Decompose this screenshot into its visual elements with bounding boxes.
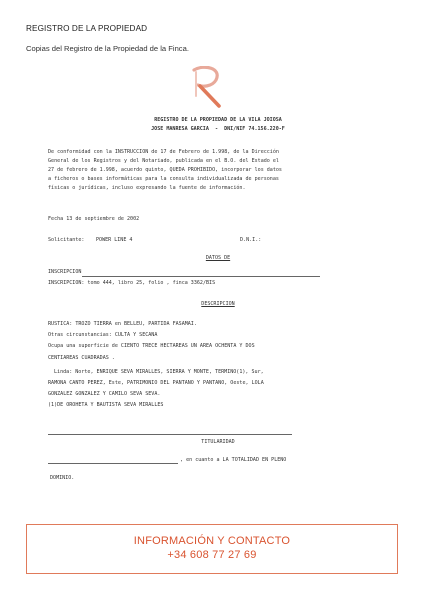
linda-line: RAMONA CANTO PEREZ, Este, PATRIMONIO DEL PANTANO Y PANTANO, Oeste, LOLA — [48, 380, 264, 386]
linda-line: GONZALEZ GONZALEZ Y CAMILO SEVA SEVA. — [48, 391, 161, 397]
contact-title[interactable]: INFORMACIÓN Y CONTACTO — [133, 535, 291, 548]
registry-name: REGISTRO DE LA PROPIEDAD DE LA VILA JOIOSA — [154, 117, 282, 123]
contact-box[interactable] — [26, 524, 398, 574]
divider — [82, 276, 320, 277]
linda-line: Linda: Norte, ENRIQUE SEVA MIRALLES, SIERRA Y MONTE, TERMINO(1), Sur, — [54, 369, 264, 375]
paragraph-line: físicas o jurídicas, incluso expresando la fuente de información. — [48, 185, 246, 191]
applicant-label: Solicitante: — [48, 237, 85, 243]
registry-logo-icon — [190, 66, 224, 110]
paragraph-line: 27 de febrero de 1.998, acuerdo quinto, QUEDA PROHIBIDO, incorporar los datos — [48, 167, 282, 173]
ocupa-line: Ocupa una superficie de CIENTO TRECE HECTAREAS UN AREA OCHENTA Y DOS — [48, 343, 255, 349]
titularidad-text: , en cuanto a LA TOTALIDAD EN PLENO — [180, 457, 287, 463]
dominio-text: DOMINIO. — [50, 475, 75, 481]
paragraph-line: De conformidad con la INSTRUCCION de 17 de Febrero de 1.998, de la Dirección — [48, 149, 279, 155]
rustica-line: RUSTICA: TROZO TIERRA en BELLEU, PARTIDA FASAMAI. — [48, 321, 197, 327]
contact-phone[interactable]: +34 608 77 27 69 — [167, 549, 257, 561]
paragraph-line: General de los Registros y del Notariado, publicada en el B.O. del Estado el — [48, 158, 279, 164]
section-titularidad: TITULARIDAD — [201, 439, 235, 445]
inscripcion-label: INSCRIPCION — [48, 269, 82, 275]
paragraph-line: a ficheros o bases informáticas para la consulta individualizada de personas — [48, 176, 279, 182]
linda-line: (1)DE OROHETA Y BAUTISTA SEVA MIRALLES — [48, 402, 164, 408]
inscripcion-detail: INSCRIPCION: tomo 444, libro 25, folio , finca 3362/BIS — [48, 280, 216, 286]
otras-line: Otras circunstancias: CULTA Y SECANA — [48, 332, 158, 338]
page-title: REGISTRO DE LA PROPIEDAD — [26, 24, 148, 33]
divider — [48, 434, 292, 435]
dni-label: D.N.I.: — [240, 237, 262, 243]
date-line: Fecha 13 de septiembre de 2002 — [48, 216, 140, 222]
section-descripcion: DESCRIPCION — [201, 301, 235, 307]
owner-blank-line — [48, 463, 178, 464]
section-datos: DATOS DE — [205, 255, 231, 261]
page-subtitle: Copias del Registro de la Propiedad de la Finca. — [26, 44, 189, 53]
registrar: JOSE MANRESA GARCIA - DNI/NIF 74.156.220-F — [151, 126, 285, 132]
applicant-value: POWER LINE 4 — [96, 237, 133, 243]
ocupa-line: CENTIAREAS CUADRADAS . — [48, 355, 115, 361]
